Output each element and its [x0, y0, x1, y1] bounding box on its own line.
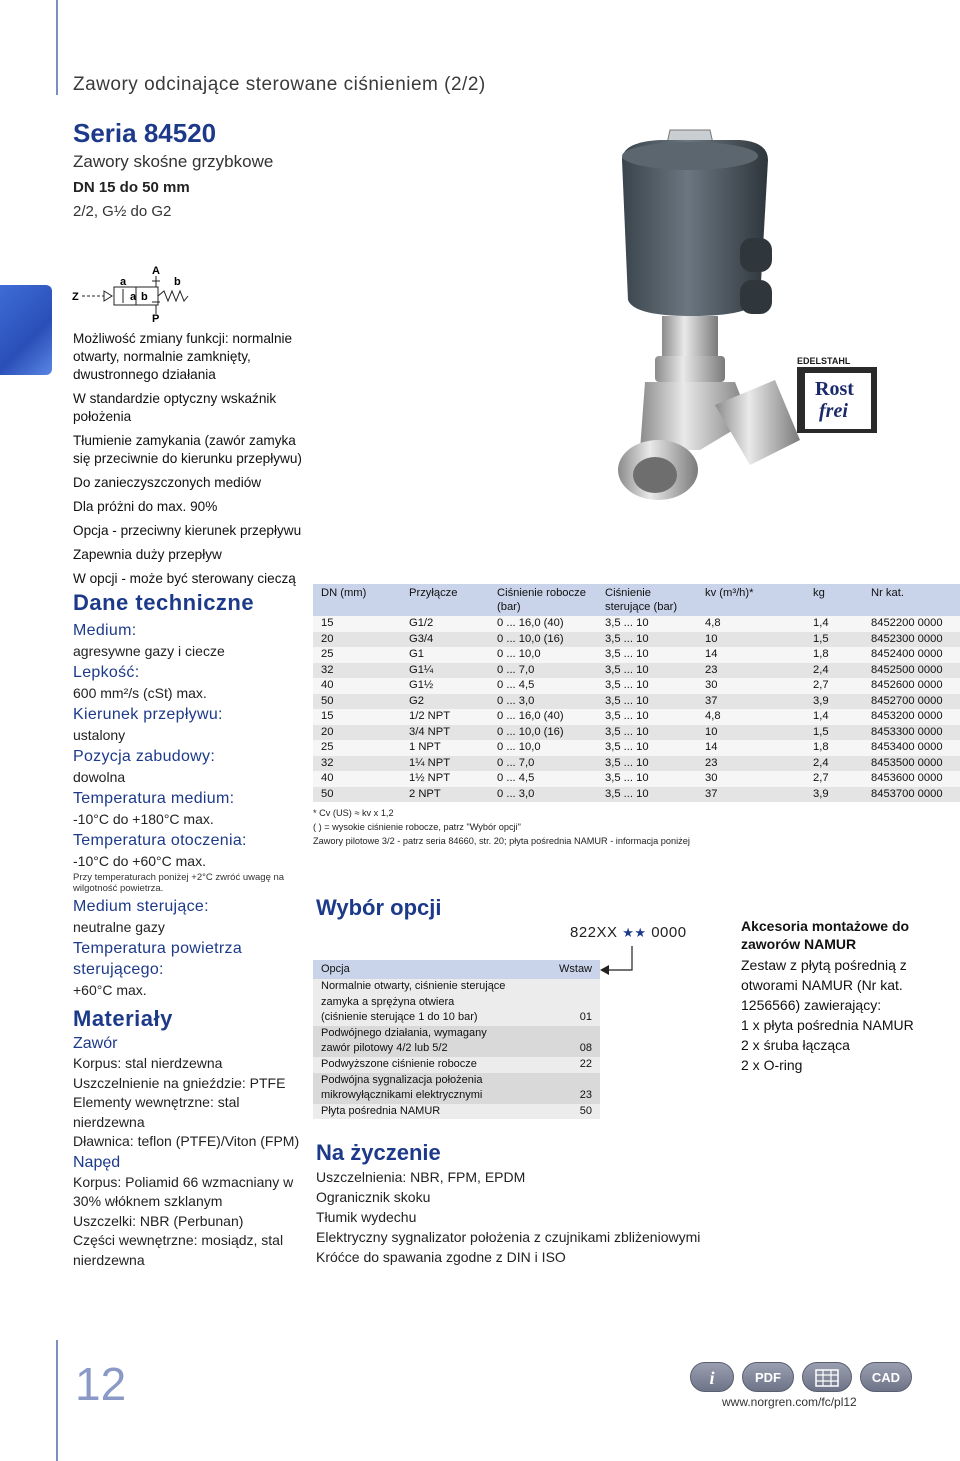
table-cell: 1,5: [805, 632, 863, 648]
feature-item: Do zanieczyszczonych mediów: [73, 475, 262, 490]
actuator-label: Napęd: [73, 1153, 121, 1171]
col-connection: Przyłącze: [401, 584, 489, 616]
on-request-item: Elektryczny sygnalizator położenia z czujnikami zbliżeniowymi: [316, 1229, 701, 1245]
table-cell: 50: [313, 787, 401, 803]
table-cell: 8453400 0000: [863, 740, 960, 756]
medium-value: agresywne gazy i ciecze: [73, 643, 225, 659]
table-cell: 1,4: [805, 709, 863, 725]
mounting-position-value: dowolna: [73, 769, 126, 785]
symbol-port-p: P: [152, 313, 160, 322]
spec-note: Zawory pilotowe 3/2 - patrz seria 84660, str. 20; płyta pośrednia NAMUR - informacja poniżej: [313, 836, 690, 846]
options-heading: Wybór opcji: [316, 895, 442, 920]
col-working-pressure: Ciśnienie robocze (bar): [489, 584, 597, 616]
option-text: Podwójnego działania, wymagany: [313, 1026, 544, 1042]
on-request-list: [316, 1167, 736, 1267]
option-text: mikrowyłącznikami elektrycznymi: [313, 1088, 544, 1104]
table-cell: 3,5 ... 10: [597, 663, 697, 679]
table-cell: 0 ... 3,0: [489, 787, 597, 803]
table-cell: 37: [697, 694, 805, 710]
pdf-icon[interactable]: PDF: [742, 1362, 794, 1392]
section-tab-marker: [0, 285, 52, 375]
on-request-heading: Na życzenie: [316, 1140, 441, 1165]
option-code: [544, 1073, 600, 1089]
table-cell: 8453600 0000: [863, 771, 960, 787]
feature-item: Możliwość zmiany funkcji: normalnie otwarty, normalnie zamknięty, dwustronnego działania: [73, 331, 293, 382]
material-item: Uszczelnienie na gnieździe: PTFE: [73, 1074, 286, 1091]
table-cell: G3/4: [401, 632, 489, 648]
option-text: zamyka a sprężyna otwiera: [313, 995, 544, 1011]
option-text: (ciśnienie sterujące 1 do 10 bar): [313, 1010, 544, 1026]
table-cell: 8453700 0000: [863, 787, 960, 803]
table-cell: 2,4: [805, 663, 863, 679]
table-cell: 0 ... 7,0: [489, 756, 597, 772]
table-cell: G1½: [401, 678, 489, 694]
table-cell: 20: [313, 725, 401, 741]
medium-temp-label: Temperatura medium:: [73, 790, 235, 807]
table-cell: 1¼ NPT: [401, 756, 489, 772]
feature-item: Zapewnia duży przepływ: [73, 547, 222, 562]
table-cell: 1,5: [805, 725, 863, 741]
table-cell: 50: [313, 694, 401, 710]
on-request-item: Ogranicznik skoku: [316, 1189, 431, 1205]
material-item: Uszczelki: NBR (Perbunan): [73, 1212, 244, 1229]
materials-heading: Materiały: [73, 1006, 173, 1031]
table-cell: 2 NPT: [401, 787, 489, 803]
materials-list: [73, 1033, 313, 1270]
table-cell: 1/2 NPT: [401, 709, 489, 725]
arrow-left-icon: [600, 944, 650, 979]
table-cell: 3,5 ... 10: [597, 756, 697, 772]
order-code-suffix: 0000: [651, 924, 687, 941]
table-cell: 37: [697, 787, 805, 803]
ambient-temp-label: Temperatura otoczenia:: [73, 832, 247, 849]
table-cell: 1,8: [805, 740, 863, 756]
control-medium-label: Medium sterujące:: [73, 898, 209, 915]
flow-direction-label: Kierunek przepływu:: [73, 706, 223, 723]
spec-table-block: [313, 584, 960, 848]
symbol-a-top: a: [120, 276, 127, 288]
spec-note: * Cv (US) ≈ kv x 1,2: [313, 808, 394, 818]
table-row: [313, 756, 960, 772]
table-cell: 3,5 ... 10: [597, 771, 697, 787]
symbol-port-a: A: [152, 265, 160, 277]
table-cell: 0 ... 7,0: [489, 663, 597, 679]
option-code: 22: [544, 1057, 600, 1073]
table-cell: 0 ... 10,0 (16): [489, 632, 597, 648]
on-request-item: Tłumik wydechu: [316, 1209, 417, 1225]
cad-icon[interactable]: CAD: [860, 1362, 912, 1392]
order-code-prefix: 822XX: [570, 924, 618, 941]
margin-rule-top: [56, 0, 58, 95]
table-cell: 0 ... 16,0 (40): [489, 616, 597, 632]
option-code: 50: [544, 1104, 600, 1120]
table-cell: 3,5 ... 10: [597, 616, 697, 632]
spec-table-header: [313, 584, 960, 616]
accessories-heading: Akcesoria montażowe do zaworów NAMUR: [741, 918, 910, 952]
table-cell: 23: [697, 663, 805, 679]
medium-label: Medium:: [73, 622, 137, 639]
table-cell: 8452700 0000: [863, 694, 960, 710]
table-cell: 2,7: [805, 678, 863, 694]
symbol-z-label: Z: [72, 291, 79, 303]
option-text: zawór pilotowy 4/2 lub 5/2: [313, 1041, 544, 1057]
material-item: Korpus: stal nierdzewna: [73, 1055, 223, 1071]
table-row: [313, 647, 960, 663]
valve-symbol-icon: [70, 262, 200, 322]
control-medium-value: neutralne gazy: [73, 919, 165, 935]
table-row: [313, 663, 960, 679]
logo-line3: frei: [819, 400, 848, 422]
table-cell: 1,8: [805, 647, 863, 663]
connection-range: 2/2, G½ do G2: [73, 203, 172, 220]
option-code: [544, 979, 600, 995]
table-cell: 3,5 ... 10: [597, 709, 697, 725]
table-row: [313, 632, 960, 648]
accessories-block: [741, 917, 951, 1075]
table-cell: 25: [313, 647, 401, 663]
on-request-item: Uszczelnienia: NBR, FPM, EPDM: [316, 1169, 526, 1185]
feature-item: Tłumienie zamykania (zawór zamyka się przeciwnie do kierunku przepływu): [73, 433, 302, 466]
table-cell: 30: [697, 771, 805, 787]
table-cell: 8453500 0000: [863, 756, 960, 772]
table-cell: 1½ NPT: [401, 771, 489, 787]
feature-item: Dla próżni do max. 90%: [73, 499, 218, 514]
option-row: [313, 1026, 600, 1042]
table-cell: 14: [697, 647, 805, 663]
option-row: [313, 1088, 600, 1104]
options-table: [313, 960, 600, 1119]
logo-line1: EDELSTAHL: [797, 356, 851, 366]
grid-glyph-icon: [815, 1369, 839, 1387]
symbol-a-box: a: [130, 291, 137, 303]
table-cell: 25: [313, 740, 401, 756]
table-row: [313, 725, 960, 741]
ambient-temp-value: -10°C do +60°C max.: [73, 853, 206, 869]
table-cell: 3,9: [805, 694, 863, 710]
col-option: Opcja: [313, 960, 544, 979]
table-cell: 0 ... 3,0: [489, 694, 597, 710]
flow-direction-value: ustalony: [73, 727, 126, 743]
product-photo: [600, 120, 830, 540]
table-cell: 4,8: [697, 709, 805, 725]
viscosity-value: 600 mm²/s (cSt) max.: [73, 685, 207, 701]
viscosity-label: Lepkość:: [73, 664, 140, 681]
table-cell: 3,5 ... 10: [597, 694, 697, 710]
col-catalog-number: Nr kat.: [863, 584, 960, 616]
table-cell: 0 ... 16,0 (40): [489, 709, 597, 725]
valve-label: Zawór: [73, 1035, 118, 1052]
logo-line2: Rost: [815, 378, 854, 400]
pilot-triangle: [104, 291, 112, 301]
table-cell: 1 NPT: [401, 740, 489, 756]
page-heading: Zawory odcinające sterowane ciśnieniem (2/2): [73, 74, 486, 95]
option-text: Normalnie otwarty, ciśnienie sterujące: [313, 979, 544, 995]
material-item: Części wewnętrzne: mosiądz, stal nierdzewna: [73, 1232, 284, 1268]
spec-notes: [313, 806, 960, 848]
col-dn: DN (mm): [313, 584, 401, 616]
col-insert: Wstaw: [544, 960, 600, 979]
table-cell: 8452400 0000: [863, 647, 960, 663]
table-cell: 32: [313, 756, 401, 772]
order-code: [570, 924, 687, 941]
table-cell: 40: [313, 678, 401, 694]
option-row: [313, 979, 600, 995]
control-air-temp-value: +60°C max.: [73, 982, 147, 998]
table-cell: 14: [697, 740, 805, 756]
option-text: Płyta pośrednia NAMUR: [313, 1104, 544, 1120]
mounting-position-label: Pozycja zabudowy:: [73, 748, 216, 765]
option-text: Podwyższone ciśnienie robocze: [313, 1057, 544, 1073]
material-item: Dławnica: teflon (PTFE)/Viton (FPM): [73, 1133, 300, 1149]
table-cell: G2: [401, 694, 489, 710]
material-item: Korpus: Poliamid 66 wzmacniany w 30% włóknem szklanym: [73, 1173, 294, 1209]
table-cell: 10: [697, 725, 805, 741]
feature-item: Opcja - przeciwny kierunek przepływu: [73, 523, 302, 538]
ambient-temp-note: Przy temperaturach poniżej +2°C zwróć uwagę na wilgotność powietrza.: [73, 872, 285, 894]
table-cell: G1/2: [401, 616, 489, 632]
table-cell: 20: [313, 632, 401, 648]
table-cell: 0 ... 10,0 (16): [489, 725, 597, 741]
table-cell: 2,4: [805, 756, 863, 772]
control-air-temp-label: Temperatura powietrza sterującego:: [73, 940, 243, 978]
option-row: [313, 1010, 600, 1026]
table-cell: 3,5 ... 10: [597, 787, 697, 803]
table-cell: 10: [697, 632, 805, 648]
table-cell: 0 ... 4,5: [489, 678, 597, 694]
col-kg: kg: [805, 584, 863, 616]
col-control-pressure: Ciśnienie sterujące (bar): [597, 584, 697, 616]
table-row: [313, 678, 960, 694]
table-row: [313, 694, 960, 710]
spec-table: [313, 584, 960, 802]
table-row: [313, 787, 960, 803]
footer-icons: [690, 1362, 915, 1394]
table-row: [313, 771, 960, 787]
table-cell: 40: [313, 771, 401, 787]
table-cell: 0 ... 4,5: [489, 771, 597, 787]
table-cell: 8453300 0000: [863, 725, 960, 741]
table-cell: G1: [401, 647, 489, 663]
drawing-grid-icon[interactable]: [802, 1362, 852, 1392]
medium-temp-value: -10°C do +180°C max.: [73, 811, 214, 827]
option-row: [313, 995, 600, 1011]
spring-icon: [158, 291, 188, 301]
table-cell: 8452300 0000: [863, 632, 960, 648]
material-item: Elementy wewnętrzne: stal nierdzewna: [73, 1094, 240, 1130]
table-cell: 23: [697, 756, 805, 772]
table-cell: 15: [313, 709, 401, 725]
accessories-line: 1 x płyta pośrednia NAMUR: [741, 1017, 914, 1033]
table-cell: 8452500 0000: [863, 663, 960, 679]
margin-rule-bottom: [56, 1340, 58, 1461]
table-row: [313, 709, 960, 725]
order-code-stars: ★★: [622, 925, 647, 940]
symbol-b-top: b: [174, 276, 181, 288]
table-cell: 8452600 0000: [863, 678, 960, 694]
technical-data: [73, 620, 313, 1001]
option-code: 01: [544, 1010, 600, 1026]
table-cell: G1¼: [401, 663, 489, 679]
table-cell: 3,5 ... 10: [597, 725, 697, 741]
option-text: Podwójna sygnalizacja położenia: [313, 1073, 544, 1089]
table-cell: 3,5 ... 10: [597, 647, 697, 663]
technical-heading: Dane techniczne: [73, 590, 255, 615]
table-row: [313, 740, 960, 756]
option-code: [544, 995, 600, 1011]
table-cell: 2,7: [805, 771, 863, 787]
option-code: 08: [544, 1041, 600, 1057]
option-row: [313, 1104, 600, 1120]
table-cell: 32: [313, 663, 401, 679]
table-cell: 8453200 0000: [863, 709, 960, 725]
dn-range: DN 15 do 50 mm: [73, 179, 190, 196]
page-number: 12: [75, 1358, 127, 1410]
table-cell: 3,5 ... 10: [597, 632, 697, 648]
feature-item: W opcji - może być sterowany cieczą: [73, 571, 296, 586]
spec-note: ( ) = wysokie ciśnienie robocze, patrz "Wybór opcji": [313, 822, 521, 832]
feature-list: [73, 330, 313, 594]
on-request-item: Króćce do spawania zgodne z DIN i ISO: [316, 1249, 566, 1265]
symbol-b-box: b: [141, 291, 148, 303]
table-cell: 0 ... 10,0: [489, 740, 597, 756]
option-row: [313, 1057, 600, 1073]
table-cell: 3,5 ... 10: [597, 740, 697, 756]
table-cell: 3,5 ... 10: [597, 678, 697, 694]
accessories-line: 2 x O-ring: [741, 1057, 803, 1073]
col-kv: kv (m³/h)*: [697, 584, 805, 616]
table-cell: 8452200 0000: [863, 616, 960, 632]
table-cell: 1,4: [805, 616, 863, 632]
accessories-line: Zestaw z płytą pośrednią z otworami NAMUR (Nr kat. 1256566) zawierający:: [741, 957, 907, 1013]
series-title: Seria 84520: [73, 118, 217, 148]
table-cell: 30: [697, 678, 805, 694]
option-code: 23: [544, 1088, 600, 1104]
option-row: [313, 1073, 600, 1089]
series-subtitle: Zawory skośne grzybkowe: [73, 152, 274, 171]
feature-item: W standardzie optyczny wskaźnik położenia: [73, 391, 277, 424]
option-code: [544, 1026, 600, 1042]
info-icon[interactable]: i: [690, 1362, 734, 1392]
table-row: [313, 616, 960, 632]
table-cell: 3,9: [805, 787, 863, 803]
option-row: [313, 1041, 600, 1057]
table-cell: 0 ... 10,0: [489, 647, 597, 663]
table-cell: 15: [313, 616, 401, 632]
table-cell: 3/4 NPT: [401, 725, 489, 741]
accessories-line: 2 x śruba łącząca: [741, 1037, 850, 1053]
table-cell: 4,8: [697, 616, 805, 632]
stainless-steel-logo: [795, 355, 890, 435]
footer-url[interactable]: www.norgren.com/fc/pl12: [722, 1395, 857, 1409]
